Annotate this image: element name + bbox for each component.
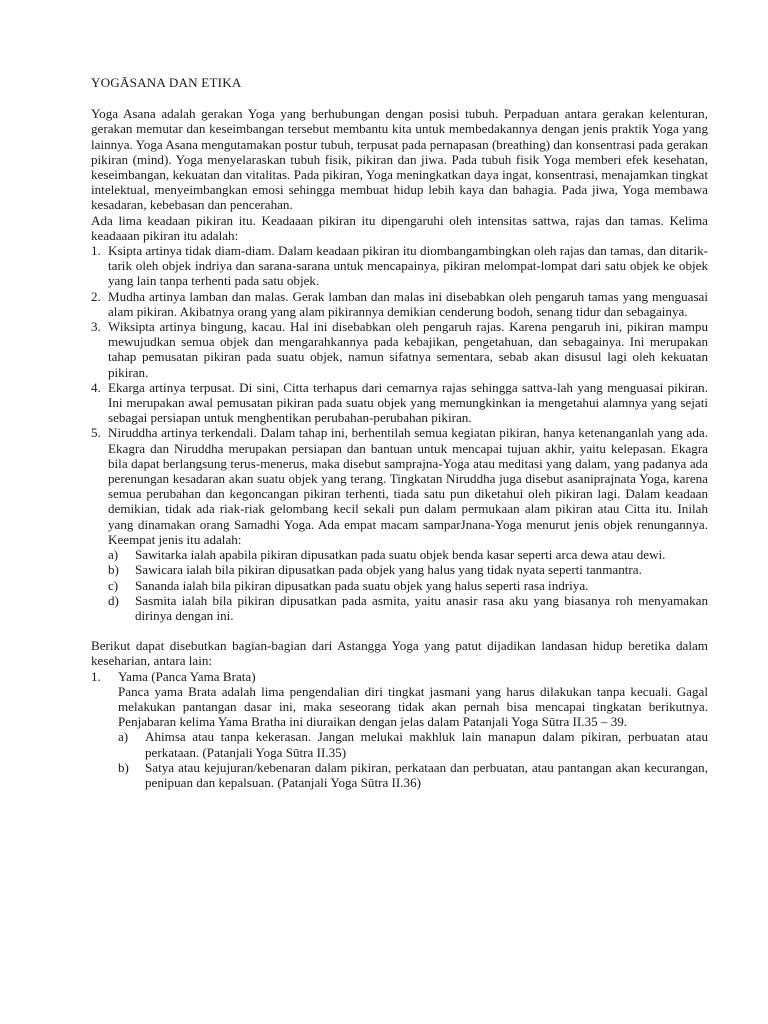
sub-list-item-text: Sananda ialah bila pikiran dipusatkan pada suatu objek yang halus seperti rasa indriya. (135, 577, 589, 593)
list-item (91, 243, 708, 289)
list-marker: 1. (91, 243, 101, 259)
sub-list-item-text: Ahimsa atau tanpa kekerasan. Jangan melukai makhluk lain manapun dalam pikiran, perbuatan atau perkataan. (Patanjali Yoga Sūtra II.35) (145, 729, 708, 760)
states-intro-paragraph: Ada lima keadaan pikiran itu. Keadaaan pikiran itu dipengaruhi oleh intensitas sattwa, rajas dan tamas. Kelima keadaaan pikiran itu adalah: (91, 212, 708, 243)
list-item-text: Niruddha artinya terkendali. Dalam tahap ini, berhentilah semua kegiatan pikiran, hanya ketenanganlah yang ada. Ekagra dan Niruddha merupakan persiapan dan bantuan untuk mencapai tujuan akhir, yaitu kelepasan. Ekagra bila dapat berlangsung terus-menerus, maka disebut samprajna-Yoga atau meditasi yang dalam, yang padanya ada perenungan kesadaran akan suatu objek yang terang. Tingkatan Niruddha juga disebut asaniprajnata Yoga, karena semua perubahan dan kegoncangan pikiran terhenti, tiada satu pun diketahui oleh pikiran lagi. Dalam keadaan demikian, tidak ada riak-riak gelombang kecil sekali pun dalam permukaan alam pikiran atau Citta itu. Inilah yang dinamakan orang Samadhi Yoga. Ada empat macam samparJnana-Yoga menurut jenis objek renungannya. Keempat jenis itu adalah: (108, 425, 708, 547)
sub-list-marker: b) (118, 759, 129, 775)
list-item (91, 289, 708, 319)
sub-list-marker: a) (108, 547, 119, 563)
list-item-text: Mudha artinya lamban dan malas. Gerak lamban dan malas ini disebabkan oleh pengaruh tamas yang menguasai alam pikiran. Akibatnya orang yang alam pikirannya demikian cenderung bodoh, senang tidur dan sebagainya. (108, 288, 708, 319)
sub-list-marker: d) (108, 592, 119, 608)
list-item-text: Ksipta artinya tidak diam-diam. Dalam keadaan pikiran itu diombangambingkan oleh rajas dan tamas, dan ditarik-tarik oleh objek indriya dan sarana-sarana untuk mencapainya, pikiran melompat-lompat dari satu objek ke objek yang lain tanpa terhenti pada satu objek. (108, 243, 708, 289)
astangga-intro-paragraph: Berikut dapat disebutkan bagian-bagian dari Astangga Yoga yang patut dijadikan landasan hidup beretika dalam keseharian, antara lain: (91, 638, 708, 669)
list-marker: 1. (91, 668, 101, 684)
list-item (91, 669, 708, 791)
page-title: YOGĀSANA DAN ETIKA (91, 75, 242, 90)
intro-paragraph: Yoga Asana adalah gerakan Yoga yang berhubungan dengan posisi tubuh. Perpaduan antara gerakan kelenturan, gerakan memutar dan keseimbangan tersebut membantu kita untuk membedakannya dengan jenis praktik Yoga yang lainnya. Yoga Asana mengutamakan postur tubuh, terpusat pada pernapasan (breathing) dan konsentrasi pada gerakan pikiran (mind). Yoga menyelaraskan tubuh fisik, pikiran dan jiwa. Pada tubuh fisik Yoga memberi efek kesehatan, keseimbangan, kekuatan dan vitalitas. Pada pikiran, Yoga meningkatkan daya ingat, konsentrasi, menajamkan tingkat intelektual, menyeimbangkan emosi sehingga membuat hidup lebih kaya dan bahagia. Pada jiwa, Yoga membawa kesadaran, kebebasan dan pencerahan. (91, 106, 708, 213)
sub-list-item (108, 547, 708, 562)
sub-list-item-text: Sawitarka ialah apabila pikiran dipusatkan pada suatu objek benda kasar seperti arca dewa atau dewi. (135, 547, 666, 563)
sub-list-item-text: Sasmita ialah bila pikiran dipusatkan pada asmita, yaitu anasir rasa aku yang biasanya roh menyamakan dirinya dengan ini. (135, 592, 708, 623)
astangga-list (91, 669, 708, 791)
sub-list-item (108, 593, 708, 623)
sub-list-item (118, 729, 708, 759)
list-marker: 3. (91, 319, 101, 335)
yama-body: Panca yama Brata adalah lima pengendalian diri tingkat jasmani yang harus dilakukan tanpa kecuali. Gagal melakukan pantangan dasar ini, maka seseorang tidak akan pernah bisa mencapai tingkatan berikutnya. Penjabaran kelima Yama Bratha ini diuraikan dengan jelas dalam Patanjali Yoga Sūtra II.35 – 39. (118, 683, 708, 730)
sub-list-item (118, 760, 708, 790)
mind-states-list (91, 243, 708, 623)
list-marker: 5. (91, 425, 101, 441)
paragraph-spacer (91, 623, 708, 638)
list-item-text: Ekarga artinya terpusat. Di sini, Citta terhapus dari cemarnya rajas sehingga sattva-lah yang menguasai pikiran. Ini merupakan awal pemusatan pikiran pada suatu objek yang memungkinkan ia mengetahui alamnya yang sejati sebagai persiapan untuk menghentikan perubahan-perubahan pikiran. (108, 379, 708, 426)
sub-list-marker: a) (118, 729, 129, 745)
yama-heading: Yama (Panca Yama Brata) (118, 668, 256, 684)
list-item (91, 319, 708, 380)
sub-list-item-text: Sawicara ialah bila pikiran dipusatkan pada objek yang halus yang tidak nyata seperti tanmantra. (135, 562, 642, 578)
list-item (91, 425, 708, 623)
sub-list-item (108, 562, 708, 577)
yama-sub-list (118, 729, 708, 790)
list-marker: 2. (91, 288, 101, 304)
sub-list-item (108, 578, 708, 593)
sub-list-marker: b) (108, 562, 119, 578)
sub-list-marker: c) (108, 577, 119, 593)
sub-list-item-text: Satya atau kejujuran/kebenaran dalam pikiran, perkataan dan perbuatan, atau pantangan akan kecurangan, penipuan dan kepalsuan. (Patanjali Yoga Sūtra II.36) (145, 759, 708, 790)
list-marker: 4. (91, 379, 101, 395)
list-item (91, 380, 708, 426)
list-item-text: Wiksipta artinya bingung, kacau. Hal ini disebabkan oleh pengaruh rajas. Karena pengaruh ini, pikiran mampu mewujudkan semua objek dan mengarahkannya pada kebajikan, pengetahuan, dan sebagainya. Ini merupakan tahap pemusatan pikiran pada suatu objek, namun sifatnya sementara, sebab akan disusul lagi oleh kekuatan pikiran. (108, 319, 708, 380)
samprajnana-list (108, 547, 708, 623)
